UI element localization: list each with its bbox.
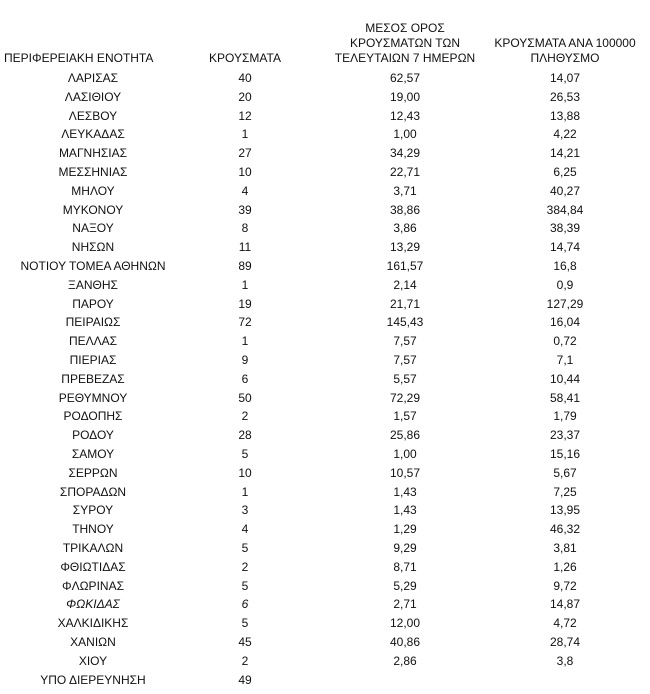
table-row <box>0 501 650 520</box>
cell-per-100k: 23,37 <box>549 428 581 443</box>
cell-region: ΧΙΟΥ <box>78 653 108 668</box>
cell-per-100k: 3,8 <box>556 653 574 668</box>
cell-per-100k: 13,95 <box>549 503 581 518</box>
cell-cases: 6 <box>241 371 249 386</box>
header-per-100k-line2: ΠΛΗΘΥΣΜΟ <box>530 51 600 65</box>
cell-cases: 40 <box>238 71 252 85</box>
cell-average: 25,86 <box>389 428 421 443</box>
cell-region: ΣΥΡΟΥ <box>72 503 114 518</box>
header-average-line2: ΚΡΟΥΣΜΑΤΩΝ ΤΩΝ <box>349 36 461 50</box>
cell-average: 34,29 <box>389 146 421 161</box>
table-row <box>0 219 650 238</box>
cell-cases: 45 <box>238 634 252 649</box>
cell-cases: 9 <box>241 352 249 367</box>
cell-per-100k: 46,32 <box>549 522 581 537</box>
cell-cases: 28 <box>238 428 252 443</box>
cell-average: 5,29 <box>393 578 417 593</box>
table-body <box>0 69 650 689</box>
cell-average: 161,57 <box>386 258 424 273</box>
cell-region: ΛΑΣΙΘΙΟΥ <box>64 89 122 104</box>
cell-per-100k: 28,74 <box>549 634 581 649</box>
cell-per-100k: 4,72 <box>553 616 577 631</box>
cell-region: ΥΠΟ ΔΙΕΡΕΥΝΗΣΗ <box>40 672 146 687</box>
table-row <box>0 295 650 314</box>
cell-region: ΦΘΙΩΤΙΔΑΣ <box>60 559 126 574</box>
cell-per-100k: 16,04 <box>549 315 581 330</box>
table-row <box>0 351 650 370</box>
cell-per-100k: 14,07 <box>549 71 581 85</box>
table-row <box>0 483 650 502</box>
table-row <box>0 426 650 445</box>
cell-region: ΣΠΟΡΑΔΩΝ <box>59 484 127 499</box>
cell-per-100k: 0,72 <box>553 334 577 349</box>
cell-average: 1,43 <box>393 503 417 518</box>
cell-per-100k: 4,22 <box>553 127 577 142</box>
cell-average: 3,71 <box>393 183 417 198</box>
cell-average: 2,71 <box>393 597 417 612</box>
cell-average: 40,86 <box>389 634 421 649</box>
cell-cases: 1 <box>241 334 249 349</box>
cell-per-100k: 0,9 <box>556 277 574 292</box>
header-per-100k-line1: ΚΡΟΥΣΜΑΤΑ ΑΝΑ 100000 <box>494 36 636 50</box>
table-row <box>0 595 650 614</box>
cell-average: 3,86 <box>393 221 417 236</box>
table-row <box>0 238 650 257</box>
cell-average: 22,71 <box>389 164 421 179</box>
table-row <box>0 445 650 464</box>
cell-per-100k: 5,67 <box>553 465 577 480</box>
cell-region: ΣΕΡΡΩΝ <box>68 465 118 480</box>
cell-cases: 4 <box>241 522 249 537</box>
cell-region: ΤΡΙΚΑΛΩΝ <box>62 540 124 555</box>
cell-cases: 20 <box>238 89 252 104</box>
table-row <box>0 558 650 577</box>
header-average-line1: ΜΕΣΟΣ ΟΡΟΣ <box>365 21 445 35</box>
cell-average: 7,57 <box>393 334 417 349</box>
cell-region: ΜΕΣΣΗΝΙΑΣ <box>58 164 128 179</box>
cell-per-100k: 1,79 <box>553 409 577 424</box>
cell-region: ΠΕΛΛΑΣ <box>68 334 118 349</box>
cell-region: ΦΩΚΙΔΑΣ <box>66 597 120 612</box>
cell-per-100k: 3,81 <box>553 540 577 555</box>
cell-region: ΣΑΜΟΥ <box>71 446 115 461</box>
cell-average: 1,43 <box>393 484 417 499</box>
cell-region: ΠΙΕΡΙΑΣ <box>69 352 117 367</box>
cell-average: 2,14 <box>393 277 417 292</box>
cell-average: 9,29 <box>393 540 417 555</box>
table-header <box>0 0 650 72</box>
cell-average: 1,57 <box>393 409 417 424</box>
cell-cases: 2 <box>241 559 249 574</box>
cell-average: 13,29 <box>389 240 421 255</box>
cell-region: ΠΑΡΟΥ <box>72 296 114 311</box>
cell-average: 8,71 <box>393 559 417 574</box>
cell-per-100k: 7,25 <box>553 484 577 499</box>
cell-region: ΝΟΤΙΟΥ ΤΟΜΕΑ ΑΘΗΝΩΝ <box>20 258 166 273</box>
table-row <box>0 520 650 539</box>
cell-cases: 10 <box>238 164 252 179</box>
header-average <box>330 21 480 66</box>
cell-region: ΝΑΞΟΥ <box>72 221 114 236</box>
cell-cases: 19 <box>238 296 252 311</box>
cell-cases: 1 <box>241 277 249 292</box>
table-row <box>0 201 650 220</box>
cell-cases: 72 <box>238 315 252 330</box>
cell-cases: 50 <box>238 390 252 405</box>
cell-region: ΠΕΙΡΑΙΩΣ <box>65 315 121 330</box>
table-row <box>0 107 650 126</box>
cell-average: 145,43 <box>386 315 424 330</box>
cell-region: ΡΟΔΟΥ <box>72 428 114 443</box>
table-row <box>0 313 650 332</box>
cell-region: ΜΥΚΟΝΟΥ <box>62 202 124 217</box>
cell-per-100k: 26,53 <box>549 89 581 104</box>
table-row <box>0 577 650 596</box>
cell-cases: 5 <box>241 616 249 631</box>
cell-average: 1,29 <box>393 522 417 537</box>
table-row <box>0 144 650 163</box>
header-average-line3: ΤΕΛΕΥΤΑΙΩΝ 7 ΗΜΕΡΩΝ <box>334 51 476 65</box>
cell-cases: 1 <box>241 484 249 499</box>
cell-per-100k: 13,88 <box>549 108 581 123</box>
cell-per-100k: 6,25 <box>553 164 577 179</box>
header-cases: ΚΡΟΥΣΜΑΤΑ <box>209 51 281 65</box>
cell-per-100k: 16,8 <box>553 258 577 273</box>
cell-region: ΡΟΔΟΠΗΣ <box>63 409 123 424</box>
cell-per-100k: 14,87 <box>549 597 581 612</box>
table-row <box>0 69 650 88</box>
cell-average: 38,86 <box>389 202 421 217</box>
cell-region: ΝΗΣΩΝ <box>71 240 115 255</box>
table-row <box>0 257 650 276</box>
table-row <box>0 633 650 652</box>
table-row <box>0 332 650 351</box>
cell-average: 5,57 <box>393 371 417 386</box>
cell-average: 72,29 <box>389 390 421 405</box>
table-row <box>0 671 650 690</box>
table-row <box>0 614 650 633</box>
cell-average: 1,00 <box>393 446 417 461</box>
cell-per-100k: 7,1 <box>556 352 574 367</box>
cell-cases: 1 <box>241 127 249 142</box>
cell-region: ΛΕΣΒΟΥ <box>68 108 118 123</box>
cell-cases: 5 <box>241 446 249 461</box>
table-row <box>0 389 650 408</box>
table-row <box>0 125 650 144</box>
cell-per-100k: 1,26 <box>553 559 577 574</box>
cell-cases: 5 <box>241 540 249 555</box>
cell-average: 62,57 <box>389 71 421 85</box>
cell-cases: 39 <box>238 202 252 217</box>
cell-region: ΛΕΥΚΑΔΑΣ <box>61 127 125 142</box>
table-row <box>0 182 650 201</box>
cell-region: ΧΑΛΚΙΔΙΚΗΣ <box>57 616 129 631</box>
cell-region: ΛΑΡΙΣΑΣ <box>67 71 119 85</box>
cell-region: ΤΗΝΟΥ <box>72 522 114 537</box>
cell-per-100k: 38,39 <box>549 221 581 236</box>
table-row <box>0 652 650 671</box>
table-row <box>0 163 650 182</box>
cell-average: 2,86 <box>393 653 417 668</box>
cell-average: 19,00 <box>389 89 421 104</box>
table-row <box>0 464 650 483</box>
cell-region: ΜΑΓΝΗΣΙΑΣ <box>58 146 128 161</box>
cell-region: ΜΗΛΟΥ <box>71 183 115 198</box>
cell-region: ΡΕΘΥΜΝΟΥ <box>58 390 128 405</box>
cell-average: 1,00 <box>393 127 417 142</box>
header-region: ΠΕΡΙΦΕΡΕΙΑΚΗ ΕΝΟΤΗΤΑ <box>4 51 154 65</box>
cell-region: ΧΑΝΙΩΝ <box>70 634 116 649</box>
cell-per-100k: 10,44 <box>549 371 581 386</box>
header-per-100k <box>485 36 645 66</box>
cell-average: 12,43 <box>389 108 421 123</box>
table-row <box>0 539 650 558</box>
cell-cases: 5 <box>241 578 249 593</box>
cell-cases: 8 <box>241 221 249 236</box>
table-row <box>0 88 650 107</box>
cell-cases: 11 <box>238 240 252 255</box>
cell-cases: 49 <box>238 672 252 687</box>
cell-region: ΞΑΝΘΗΣ <box>68 277 118 292</box>
table-row <box>0 407 650 426</box>
cell-cases: 4 <box>241 183 249 198</box>
cell-per-100k: 9,72 <box>553 578 577 593</box>
cell-per-100k: 40,27 <box>549 183 581 198</box>
cell-per-100k: 14,74 <box>549 240 581 255</box>
cell-average: 10,57 <box>389 465 421 480</box>
cell-per-100k: 14,21 <box>549 146 581 161</box>
cell-average: 21,71 <box>389 296 421 311</box>
cell-cases: 27 <box>238 146 252 161</box>
table-row <box>0 370 650 389</box>
cell-average: 12,00 <box>389 616 421 631</box>
cell-cases: 2 <box>241 409 249 424</box>
table-row <box>0 276 650 295</box>
cell-cases: 89 <box>238 258 252 273</box>
cell-per-100k: 58,41 <box>549 390 581 405</box>
cell-cases: 2 <box>241 653 249 668</box>
cell-cases: 12 <box>238 108 252 123</box>
cell-cases: 10 <box>238 465 252 480</box>
cell-region: ΠΡΕΒΕΖΑΣ <box>61 371 125 386</box>
cell-per-100k: 15,16 <box>549 446 581 461</box>
cell-per-100k: 384,84 <box>546 202 584 217</box>
cell-region: ΦΛΩΡΙΝΑΣ <box>62 578 124 593</box>
cell-per-100k: 127,29 <box>546 296 584 311</box>
cell-average: 7,57 <box>393 352 417 367</box>
cell-cases: 3 <box>241 503 249 518</box>
cell-cases: 6 <box>241 597 249 612</box>
